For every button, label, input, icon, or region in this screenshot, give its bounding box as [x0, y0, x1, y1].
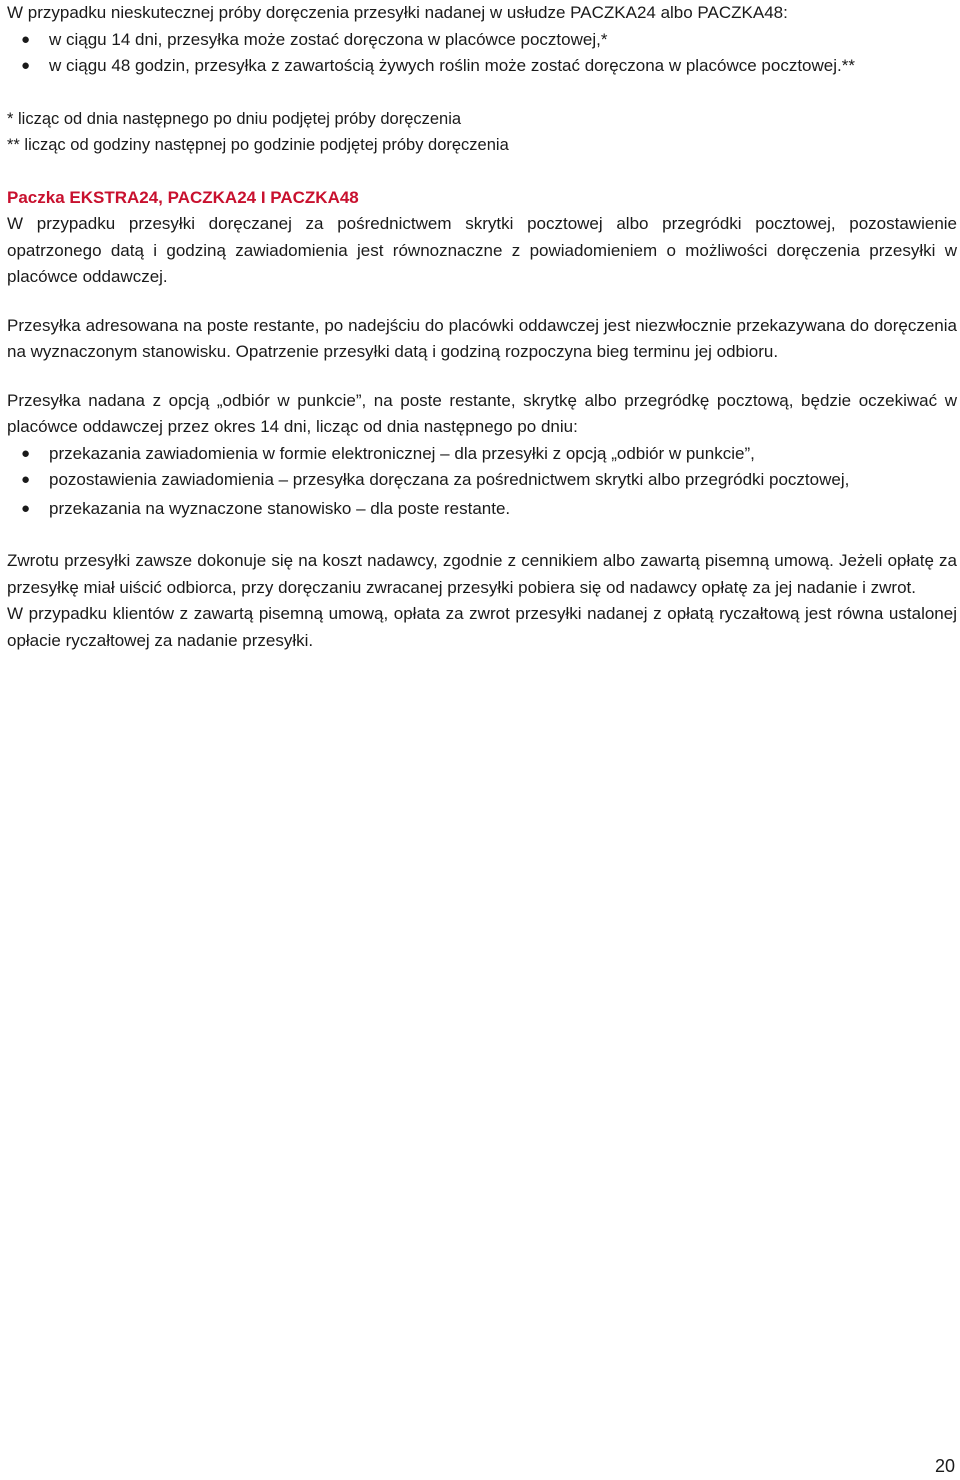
bullet-icon: ●: [21, 471, 31, 488]
list-item-text: w ciągu 14 dni, przesyłka może zostać doręczona w placówce pocztowej,*: [49, 29, 608, 49]
list-item: [7, 53, 957, 80]
list-item-text: pozostawienia zawiadomienia – przesyłka doręczana za pośrednictwem skrytki albo przegródki pocztowej,: [49, 470, 850, 489]
bullet-icon: ●: [21, 57, 31, 74]
returns-paragraph-1: Zwrotu przesyłki zawsze dokonuje się na koszt nadawcy, zgodnie z cennikiem albo zawartą pisemną umową. Jeżeli opłatę za przesyłkę miał uiścić odbiorca, przy doręczaniu zwracanej przesyłki pobiera się od nadawcy opłatę za jej nadanie i zwrot.: [7, 551, 957, 597]
list-item: [7, 467, 957, 494]
list-item: [7, 441, 957, 468]
list-item-text: w ciągu 48 godzin, przesyłka z zawartością żywych roślin może zostać doręczona w placówce pocztowej.**: [49, 56, 855, 75]
footnote-2: ** licząc od godziny następnej po godzinie podjętej próby doręczenia: [7, 136, 509, 154]
section-paragraph: W przypadku przesyłki doręczanej za pośrednictwem skrytki pocztowej albo przegródki pocztowej, pozostawienie opatrzonego datą i godziną zawiadomienia jest równoznaczne z powiadomieniem o możliwości doręczenia przesyłki w placówce oddawczej.: [7, 214, 957, 286]
footnotes: [7, 106, 957, 159]
returns-paragraph-2: W przypadku klientów z zawartą pisemną umową, opłata za zwrot przesyłki nadanej z opłatą ryczałtową jest równa ustalonej opłacie ryczałtowej za nadanie przesyłki.: [7, 604, 957, 650]
bullet-icon: ●: [21, 499, 31, 517]
list-item: [7, 496, 957, 523]
pickup-section: [7, 388, 957, 523]
document-page: [7, 0, 957, 654]
pickup-intro: Przesyłka nadana z opcją „odbiór w punkcie”, na poste restante, skrytkę albo przegródkę pocztową, będzie oczekiwać w placówce oddawczej przez okres 14 dni, licząc od dnia następnego po dniu:: [7, 390, 957, 436]
poste-restante-section: [7, 313, 957, 366]
list-item: [7, 27, 957, 54]
returns-section: [7, 548, 957, 654]
intro-line: W przypadku nieskutecznej próby doręczenia przesyłki nadanej w usłudze PACZKA24 albo PACZKA48:: [7, 3, 788, 22]
intro-bullet-list: [7, 27, 957, 80]
page-number: 20: [934, 1456, 955, 1476]
bullet-icon: ●: [21, 444, 31, 462]
section-heading: Paczka EKSTRA24, PACZKA24 I PACZKA48: [7, 187, 359, 207]
section-paczka: [7, 185, 957, 291]
pickup-bullet-list: [7, 441, 957, 523]
list-item-text: przekazania na wyznaczone stanowisko – dla poste restante.: [49, 498, 511, 518]
footnote-1: * licząc od dnia następnego po dniu podjętej próby doręczenia: [7, 109, 462, 128]
poste-restante-paragraph: Przesyłka adresowana na poste restante, po nadejściu do placówki oddawczej jest niezwłocznie przekazywana do doręczenia na wyznaczonym stanowisku. Opatrzenie przesyłki datą i godziną rozpoczyna bieg terminu jej odbioru.: [7, 315, 957, 361]
bullet-icon: ●: [21, 30, 31, 48]
list-item-text: przekazania zawiadomienia w formie elektronicznej – dla przesyłki z opcją „odbiór w punkcie”,: [49, 443, 755, 463]
